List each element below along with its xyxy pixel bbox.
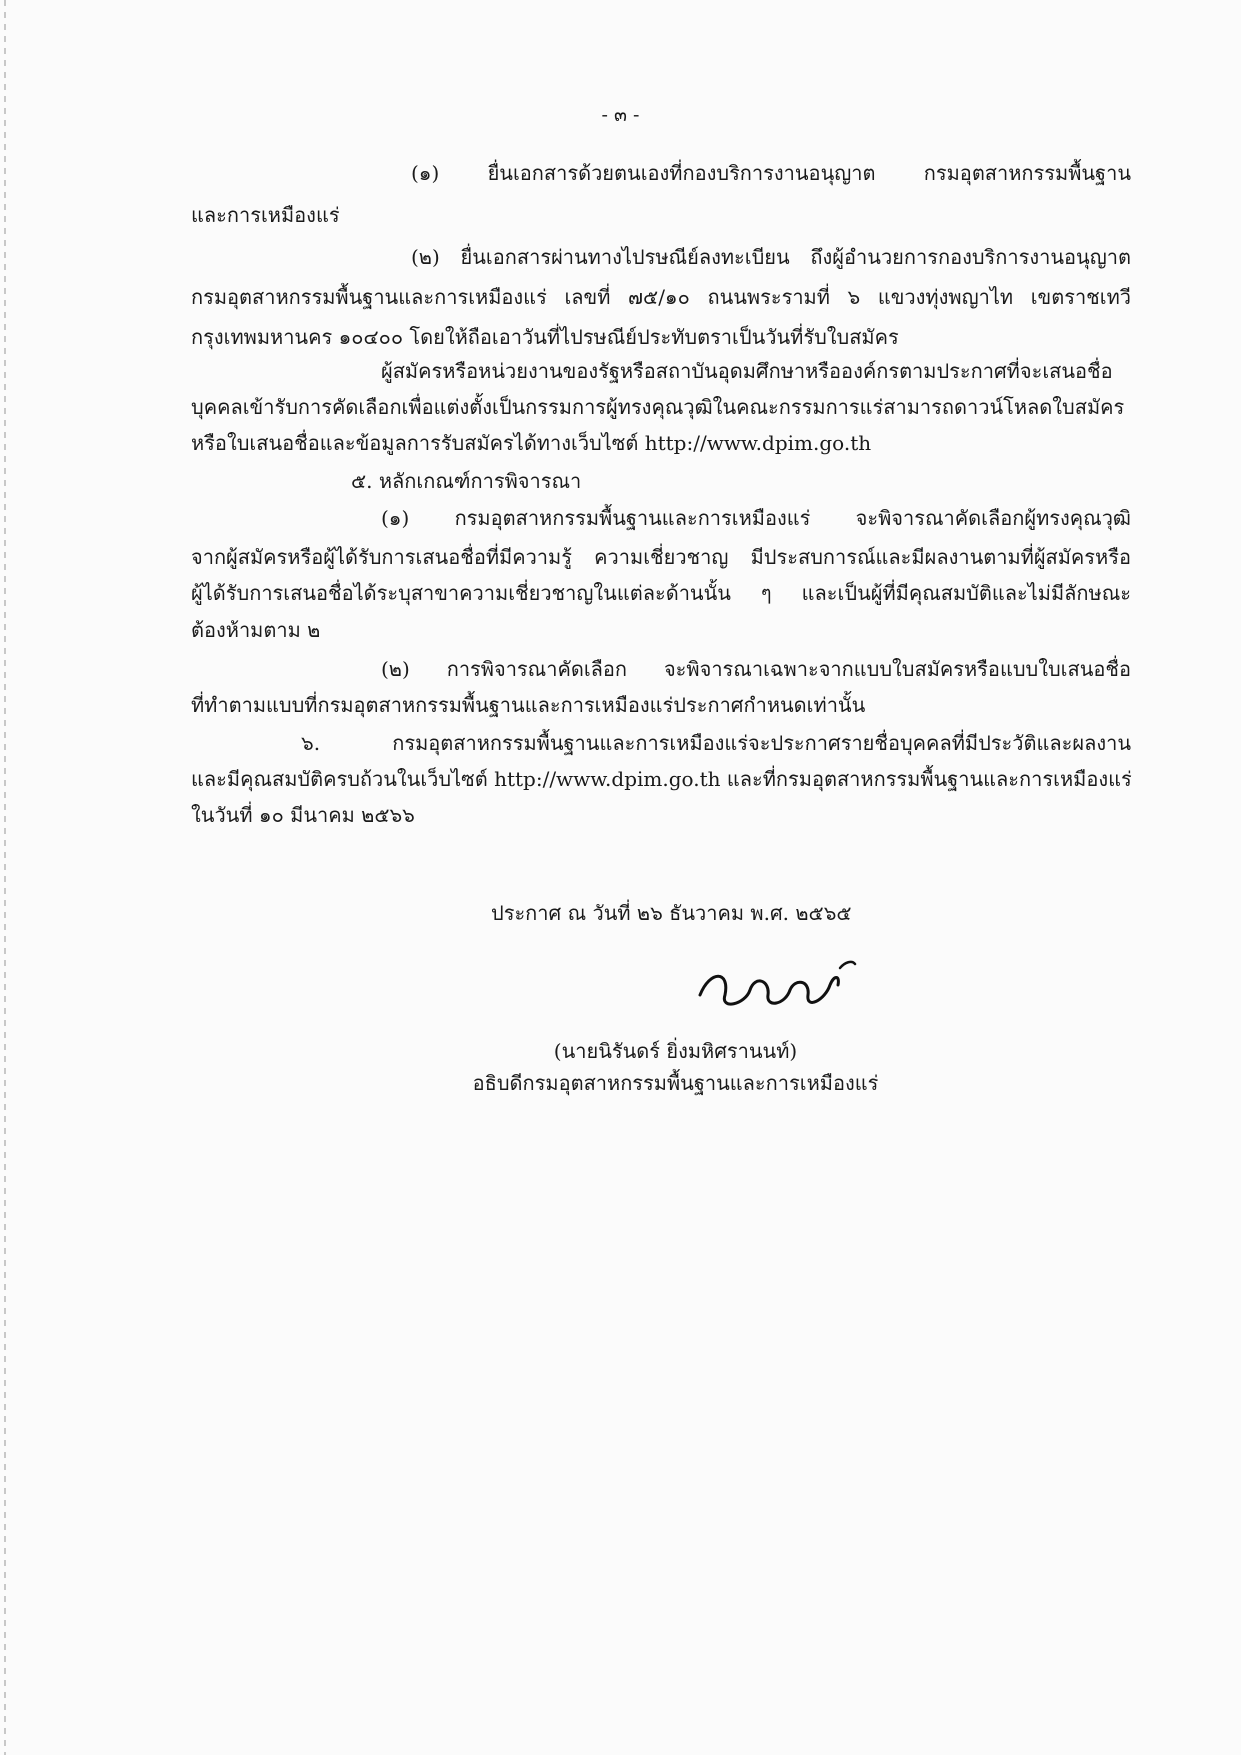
signer-title: อธิบดีกรมอุตสาหกรรมพื้นฐานและการเหมืองแร่	[472, 1071, 879, 1095]
section-5-heading: ๕. หลักเกณฑ์การพิจารณา	[351, 469, 582, 493]
section-6-line-3: ในวันที่ ๑๐ มีนาคม ๒๕๖๖	[191, 803, 415, 827]
para-line-11: จากผู้สมัครหรือผู้ได้รับการเสนอชื่อที่มีความรู้ ความเชี่ยวชาญ มีประสบการณ์และมีผลงานตามที่ผู้สมัครหรือ	[191, 545, 1131, 569]
para-line-1: (๑) ยื่นเอกสารด้วยตนเองที่กองบริการงานอนุญาต กรมอุตสาหกรรมพื้นฐาน	[411, 161, 1131, 185]
para-line-13: ต้องห้ามตาม ๒	[191, 618, 321, 642]
section-6-line-2: และมีคุณสมบัติครบถ้วนในเว็บไซต์ http://www.dpim.go.th และที่กรมอุตสาหกรรมพื้นฐานและการเหมืองแร่	[191, 767, 1132, 791]
para-line-7: บุคคลเข้ารับการคัดเลือกเพื่อแต่งตั้งเป็นกรรมการผู้ทรงคุณวุฒิในคณะกรรมการแร่สามารถดาวน์โหลดใบสมัคร	[191, 395, 1125, 419]
para-line-5: กรุงเทพมหานคร ๑๐๔๐๐ โดยให้ถือเอาวันที่ไปรษณีย์ประทับตราเป็นวันที่รับใบสมัคร	[191, 325, 899, 349]
signer-name: (นายนิรันดร์ ยิ่งมหิศรานนท์)	[553, 1039, 798, 1063]
para-line-4: กรมอุตสาหกรรมพื้นฐานและการเหมืองแร่ เลขที่ ๗๕/๑๐ ถนนพระรามที่ ๖ แขวงทุ่งพญาไท เขตราชเทวี	[191, 285, 1131, 309]
para-line-15: ที่ทำตามแบบที่กรมอุตสาหกรรมพื้นฐานและการเหมืองแร่ประกาศกำหนดเท่านั้น	[191, 693, 866, 717]
page-number: - ๓ -	[601, 104, 640, 126]
para-line-10: (๑) กรมอุตสาหกรรมพื้นฐานและการเหมืองแร่ จะพิจารณาคัดเลือกผู้ทรงคุณวุฒิ	[381, 506, 1131, 530]
para-line-8: หรือใบเสนอชื่อและข้อมูลการรับสมัครได้ทางเว็บไซต์ http://www.dpim.go.th	[191, 431, 872, 455]
para-line-12: ผู้ได้รับการเสนอชื่อได้ระบุสาขาความเชี่ยวชาญในแต่ละด้านนั้น ๆ และเป็นผู้ที่มีคุณสมบัติและไม่มีลักษณะ	[191, 581, 1131, 605]
para-line-3: (๒) ยื่นเอกสารผ่านทางไปรษณีย์ลงทะเบียน ถึงผู้อำนวยการกองบริการงานอนุญาต	[411, 245, 1131, 269]
announce-date: ประกาศ ณ วันที่ ๒๖ ธันวาคม พ.ศ. ๒๕๖๕	[491, 901, 852, 925]
para-line-14: (๒) การพิจารณาคัดเลือก จะพิจารณาเฉพาะจากแบบใบสมัครหรือแบบใบเสนอชื่อ	[381, 657, 1131, 681]
para-line-2: และการเหมืองแร่	[191, 203, 340, 227]
para-line-6: ผู้สมัครหรือหน่วยงานของรัฐหรือสถาบันอุดมศึกษาหรือองค์กรตามประกาศที่จะเสนอชื่อ	[381, 359, 1113, 383]
section-6-line-1: ๖. กรมอุตสาหกรรมพื้นฐานและการเหมืองแร่จะประกาศรายชื่อบุคคลที่มีประวัติและผลงาน	[301, 731, 1131, 755]
signature-image	[690, 950, 860, 1020]
